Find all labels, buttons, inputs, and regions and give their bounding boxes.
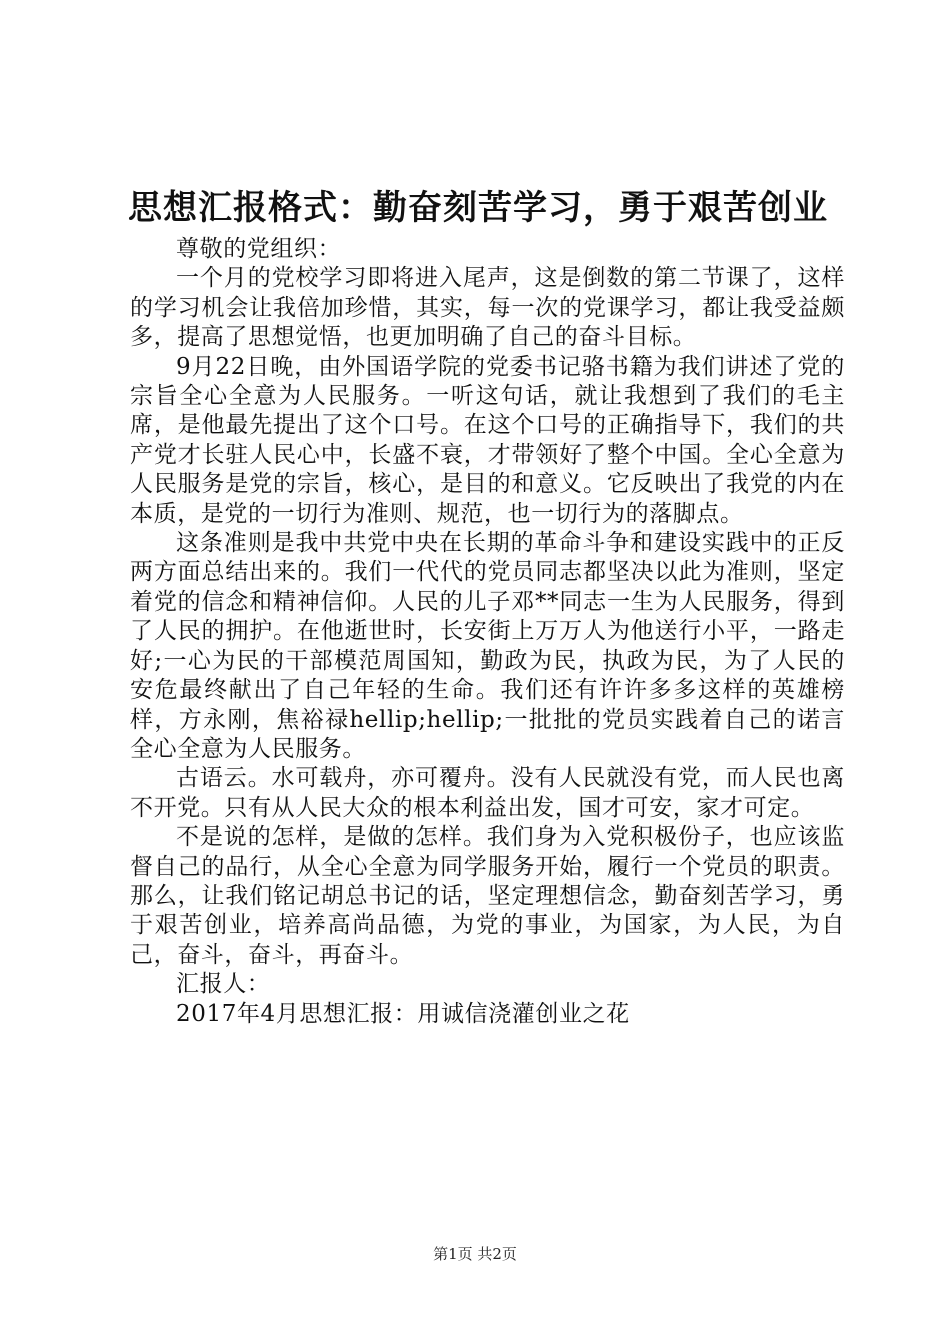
- paragraph-intro: 一个月的党校学习即将进入尾声，这是倒数的第二节课了，这样的学习机会让我倍加珍惜，其实，每一次的党课学习，都让我受益颇多，提高了思想觉悟，也更加明确了自己的奋斗目标。: [130, 265, 845, 351]
- paragraph-proverb: 古语云。水可载舟，亦可覆舟。没有人民就没有党，而人民也离不开党。只有从人民大众的根本利益出发，国才可安，家才可定。: [130, 765, 845, 821]
- reporter-line: 汇报人：: [176, 971, 271, 998]
- paragraph-principle: 这条准则是我中共党中央在长期的革命斗争和建设实践中的正反两方面总结出来的。我们一代代的党员同志都坚决以此为准则，坚定着党的信念和精神信仰。人民的儿子邓**同志一生为人民服务，得到了人民的拥护。在他逝世时，长安街上万万人为他送行小平，一路走好;一心为民的干部模范周国知，勤政为民，执政为民，为了人民的安危最终献出了自己年轻的生命。我们还有许许多多这样的英雄榜样，方永刚，焦裕禄hellip;hellip;一批批的党员实践着自己的诺言全心全意为人民服务。: [130, 530, 845, 762]
- salutation: 尊敬的党组织：: [176, 236, 342, 262]
- document-title: 思想汇报格式：勤奋刻苦学习，勇于艰苦创业: [128, 188, 828, 228]
- related-article-line: 2017年4月思想汇报：用诚信浇灌创业之花: [176, 1000, 630, 1027]
- paragraph-conclusion: 不是说的怎样，是做的怎样。我们身为入党积极份子，也应该监督自己的品行，从全心全意为同学服务开始，履行一个党员的职责。那么，让我们铭记胡总书记的话，坚定理想信念，勤奋刻苦学习，勇于艰苦创业，培养高尚品德，为党的事业，为国家，为人民，为自己，奋斗，奋斗，再奋斗。: [130, 824, 845, 968]
- paragraph-lecture: 9月22日晚，由外国语学院的党委书记骆书籍为我们讲述了党的宗旨全心全意为人民服务。一听这句话，就让我想到了我们的毛主席，是他最先提出了这个口号。在这个口号的正确指导下，我们的共产党才长驻人民心中，长盛不衰，才带领好了整个中国。全心全意为人民服务是党的宗旨，核心，是目的和意义。它反映出了我党的内在本质，是党的一切行为准则、规范，也一切行为的落脚点。: [130, 353, 845, 527]
- document-body: [130, 235, 845, 1029]
- page-footer: 第1页 共2页: [433, 1245, 517, 1263]
